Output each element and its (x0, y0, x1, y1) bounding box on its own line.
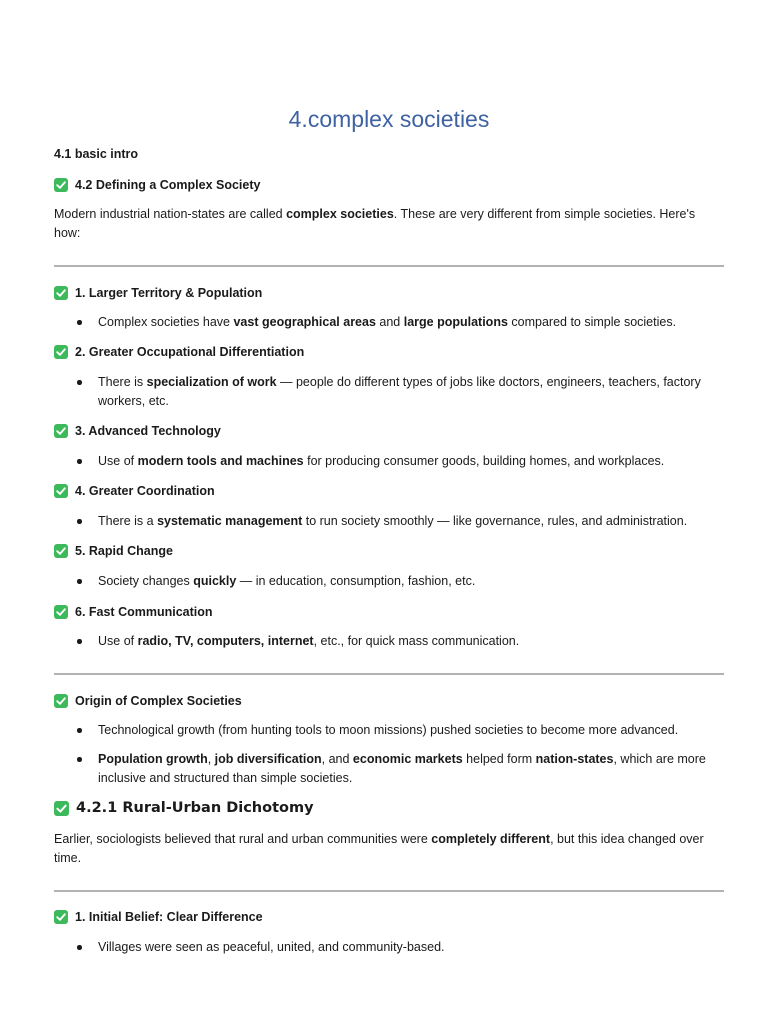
check-icon (54, 544, 68, 558)
feature-bullet-6: Use of radio, TV, computers, internet, etc., for quick mass communication. (98, 632, 724, 651)
feature-bullet-1: Complex societies have vast geographical areas and large populations compared to simple societies. (98, 313, 724, 332)
origin-heading: Origin of Complex Societies (54, 692, 724, 711)
page-title: 4.complex societies (288, 106, 490, 132)
rural-urban-heading: 4.2.1 Rural-Urban Dichotomy (54, 799, 724, 818)
horizontal-rule (54, 265, 724, 267)
initial-belief-bullet: Villages were seen as peaceful, united, and community-based. (98, 938, 724, 957)
feature-heading-5: 5. Rapid Change (54, 542, 724, 561)
check-icon (54, 178, 68, 192)
check-icon (54, 345, 68, 359)
feature-bullet-4: There is a systematic management to run society smoothly — like governance, rules, and administration. (98, 512, 724, 531)
feature-bullet-5: Society changes quickly — in education, consumption, fashion, etc. (98, 572, 724, 591)
section-heading-4-1: 4.1 basic intro (54, 147, 139, 161)
check-icon (54, 605, 68, 619)
check-icon (54, 801, 69, 816)
check-icon (54, 484, 68, 498)
horizontal-rule (54, 890, 724, 892)
feature-bullet-3: Use of modern tools and machines for producing consumer goods, building homes, and workplaces. (98, 452, 724, 471)
horizontal-rule (54, 673, 724, 675)
intro-paragraph: Modern industrial nation-states are called complex societies. These are very different from simple societies. Here's how: (54, 207, 696, 240)
feature-heading-4: 4. Greater Coordination (54, 482, 724, 501)
check-icon (54, 424, 68, 438)
initial-belief-heading: 1. Initial Belief: Clear Difference (54, 908, 724, 927)
rural-urban-paragraph: Earlier, sociologists believed that rural and urban communities were completely different, but this idea changed over time. (54, 832, 704, 865)
feature-heading-6: 6. Fast Communication (54, 603, 724, 622)
check-icon (54, 286, 68, 300)
feature-heading-2: 2. Greater Occupational Differentiation (54, 343, 724, 362)
origin-bullet-2: Population growth, job diversification, and economic markets helped form nation-states, which are more inclusive and structured than simple societies. (98, 750, 724, 787)
feature-bullet-2: There is specialization of work — people do different types of jobs like doctors, engineers, teachers, factory workers, etc. (98, 373, 724, 410)
section-heading-label: 4.2 Defining a Complex Society (75, 178, 261, 192)
feature-heading-3: 3. Advanced Technology (54, 422, 724, 441)
origin-bullet-1: Technological growth (from hunting tools to moon missions) pushed societies to become more advanced. (98, 721, 724, 740)
check-icon (54, 910, 68, 924)
section-heading-4-2 (54, 176, 724, 195)
check-icon (54, 694, 68, 708)
feature-heading-1: 1. Larger Territory & Population (54, 284, 724, 303)
